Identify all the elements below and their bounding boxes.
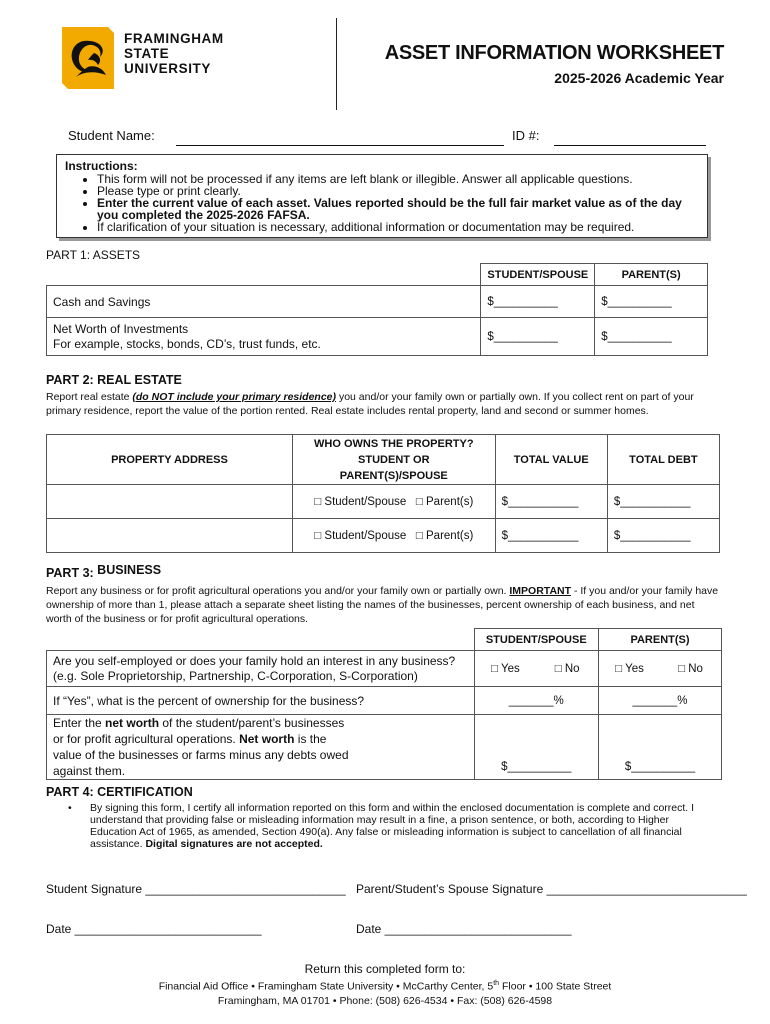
question: Are you self-employed or does your family hold an interest in any business? xyxy=(53,653,456,668)
question-emphasis: net worth xyxy=(105,716,160,730)
row-label: Net Worth of Investments xyxy=(53,321,189,336)
total-debt-field[interactable]: $___________ xyxy=(607,519,719,553)
checkbox-icon[interactable]: □ xyxy=(415,529,423,542)
option-label: Yes xyxy=(501,662,520,675)
total-value-field[interactable]: $___________ xyxy=(495,519,607,553)
part1-title: PART 1: ASSETS xyxy=(46,248,141,262)
logo-text-line2: STATE xyxy=(124,46,170,61)
certification-text xyxy=(68,802,718,850)
desc-text: Report real estate xyxy=(46,391,133,403)
option-label: Student/Spouse xyxy=(324,495,407,508)
part2-title: PART 2: REAL ESTATE xyxy=(46,373,182,387)
parent-date-line[interactable]: Date ____________________________ xyxy=(356,922,572,936)
property-address-field[interactable] xyxy=(47,485,293,519)
instruction-item: • Please type or print clearly. xyxy=(97,185,699,197)
certification-body: By signing this form, I certify all information reported on this form and within the enclosed documentation is complete and correct. I understand that providing false or misleading information may result in a fine, a prison sentence, or both, according to Higher Education Act of 1965, as amended, Section 490(a). Any false or misleading information is subject to cancellation of all financial assistance. xyxy=(90,802,695,850)
assets-table xyxy=(46,263,708,356)
option-label: Student/Spouse xyxy=(324,529,407,542)
checkbox-icon[interactable]: □ xyxy=(314,529,322,542)
footer-sup: th xyxy=(493,980,500,987)
instruction-item: • Enter the current value of each asset. Values reported should be the full fair market value as of the day you completed the 2025-2026 FAFSA. xyxy=(97,197,699,221)
page-title: ASSET INFORMATION WORKSHEET xyxy=(384,42,724,64)
page-subtitle: 2025-2026 Academic Year xyxy=(554,70,724,86)
part3-title-text: BUSINESS xyxy=(97,563,162,577)
student-signature-line[interactable]: Student Signature ______________________________ xyxy=(46,882,346,896)
col-student-spouse: STUDENT/SPOUSE xyxy=(481,264,595,286)
option-label: No xyxy=(564,662,580,675)
question-emphasis: Net worth xyxy=(239,732,295,746)
question: Enter the xyxy=(53,716,106,730)
checkbox-icon[interactable]: □ xyxy=(554,662,562,675)
footer-return: Return this completed form to: xyxy=(304,962,466,976)
desc-text: Report any business or for profit agricultural operations you and/or your family own or partially own. xyxy=(46,585,510,597)
cash-student-field[interactable]: $__________ xyxy=(481,286,595,318)
question: (e.g. Sole Proprietorship, Partnership, C-Corporation, S-Corporation) xyxy=(53,668,418,683)
col-who-owns: WHO OWNS THE PROPERTY? xyxy=(314,437,474,450)
part3-title xyxy=(46,563,162,580)
ownership-student-field[interactable]: _______% xyxy=(474,687,598,715)
bullet-icon: • xyxy=(68,802,72,814)
option-label: Parent(s) xyxy=(426,495,474,508)
desc-emphasis: (do NOT include your primary residence) xyxy=(132,391,337,403)
col-total-value: TOTAL VALUE xyxy=(495,435,607,485)
checkbox-icon[interactable]: □ xyxy=(615,662,623,675)
logo-text-line3: UNIVERSITY xyxy=(124,61,212,76)
instruction-item: • This form will not be processed if any items are left blank or illegible. Answer all applicable questions. xyxy=(97,173,699,185)
investments-student-field[interactable]: $__________ xyxy=(481,318,595,356)
footer-address: Floor • 100 State Street xyxy=(499,980,612,993)
row-sublabel: For example, stocks, bonds, CD’s, trust funds, etc. xyxy=(53,336,321,351)
checkbox-icon[interactable]: □ xyxy=(415,495,423,508)
col-parents: PARENT(S) xyxy=(598,629,721,651)
checkbox-icon[interactable]: □ xyxy=(314,495,322,508)
total-value-field[interactable]: $___________ xyxy=(495,485,607,519)
logo-mark-icon xyxy=(62,27,114,89)
part4-title: PART 4: CERTIFICATION xyxy=(46,785,193,799)
networth-student-field[interactable]: $__________ xyxy=(474,715,598,780)
col-who-owns-sub: PARENT(S)/SPOUSE xyxy=(339,469,448,482)
row-label: Cash and Savings xyxy=(47,286,481,318)
university-logo xyxy=(62,27,252,89)
instructions-title: Instructions: xyxy=(65,159,138,173)
student-date-line[interactable]: Date ____________________________ xyxy=(46,922,262,936)
header-divider xyxy=(336,18,337,110)
question: is the value of the businesses or farms minus any debts owed against them. xyxy=(53,732,349,778)
footer-contact: Framingham, MA 01701 • Phone: (508) 626-4534 • Fax: (508) 626-4598 xyxy=(217,994,553,1007)
desc-text: you and/or your family own or partially own. If you collect rent on part of your primary residence, report the value of the portion rented. Real estate includes rental property, land and second or summer homes. xyxy=(46,391,694,417)
student-id-label: ID #: xyxy=(512,128,540,143)
part3-title-text: PART 3: xyxy=(46,566,98,580)
checkbox-icon[interactable]: □ xyxy=(678,662,686,675)
networth-parent-field[interactable]: $__________ xyxy=(598,715,721,780)
investments-parent-field[interactable]: $__________ xyxy=(595,318,708,356)
business-table xyxy=(46,628,722,780)
col-property-address: PROPERTY ADDRESS xyxy=(47,435,293,485)
option-label: Yes xyxy=(625,662,644,675)
col-total-debt: TOTAL DEBT xyxy=(607,435,719,485)
logo-text-line1: FRAMINGHAM xyxy=(124,31,224,46)
part3-description xyxy=(46,584,722,626)
property-address-field[interactable] xyxy=(47,519,293,553)
instructions-box xyxy=(56,154,708,238)
checkbox-icon[interactable]: □ xyxy=(491,662,498,675)
student-name-field[interactable] xyxy=(176,144,504,146)
certification-bold: Digital signatures are not accepted. xyxy=(145,838,323,850)
parent-signature-line[interactable]: Parent/Student’s Spouse Signature ______________________________ xyxy=(356,882,747,896)
instruction-item: • If clarification of your situation is necessary, additional information or documentation may be required. xyxy=(97,221,699,233)
option-label: Parent(s) xyxy=(426,529,474,542)
real-estate-table xyxy=(46,434,720,553)
desc-emphasis: IMPORTANT xyxy=(509,585,572,597)
question: of the student/parent’s businesses or for profit agricultural operations. xyxy=(53,716,345,746)
ownership-parent-field[interactable]: _______% xyxy=(598,687,721,715)
col-parents: PARENT(S) xyxy=(595,264,708,286)
total-debt-field[interactable]: $___________ xyxy=(607,485,719,519)
question: If “Yes”, what is the percent of ownership for the business? xyxy=(47,687,475,715)
col-who-owns-sub: STUDENT OR xyxy=(358,453,430,466)
cash-parent-field[interactable]: $__________ xyxy=(595,286,708,318)
part2-description xyxy=(46,390,716,418)
option-label: No xyxy=(688,662,703,675)
col-student-spouse: STUDENT/SPOUSE xyxy=(474,629,598,651)
student-name-label: Student Name: xyxy=(68,128,155,143)
footer-address: Financial Aid Office • Framingham State University • McCarthy Center, 5 xyxy=(158,980,494,993)
footer xyxy=(0,962,770,1008)
desc-text: - If you and/or your family have ownership of more than 1, please attach a separate sheet listing the names of the businesses, percent ownership of each business, and net worth of the business or for profit agricultural operations. xyxy=(46,585,719,625)
student-id-field[interactable] xyxy=(554,144,706,146)
